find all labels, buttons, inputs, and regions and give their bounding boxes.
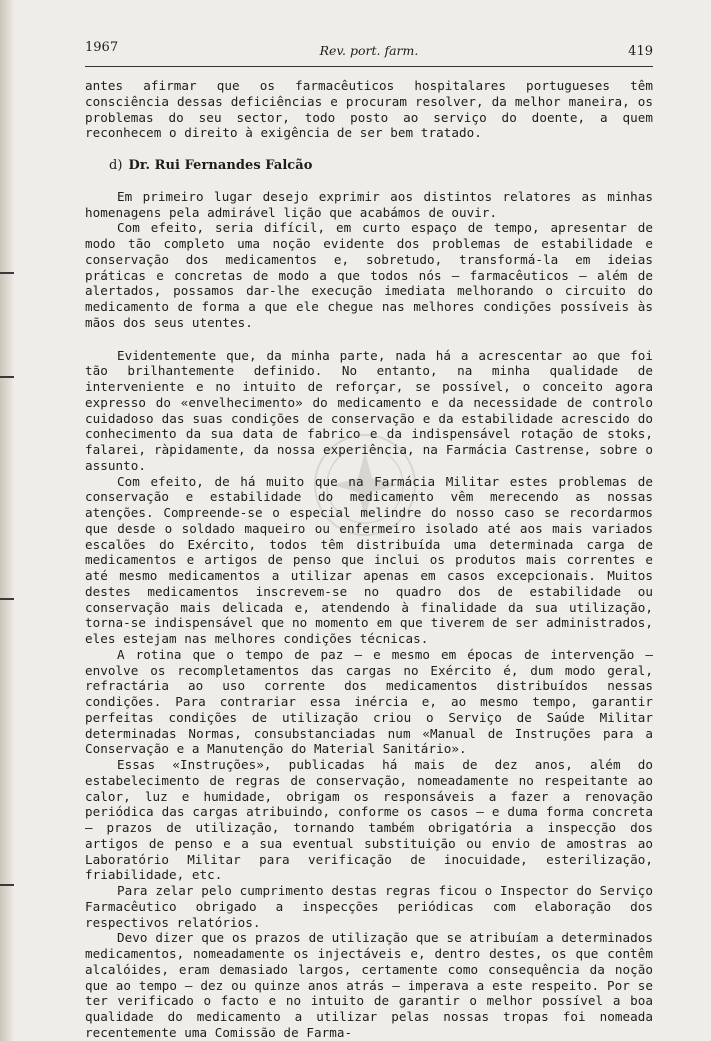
margin-mark xyxy=(0,884,14,886)
margin-mark xyxy=(0,376,14,378)
section-heading-text: Dr. Rui Fernandes Falcão xyxy=(128,158,313,173)
header-page-number: 419 xyxy=(628,44,653,59)
body-paragraph: Devo dizer que os prazos de utilização que se atribuíam a determinados medicamentos, nomeadamente os injectáveis e, dentro destes, os que contêm alcalóides, eram demasiado largos, certamente como consequência da noção que ao tempo — dez ou quinze anos atrás — imperava a este respeito. Por se ter verificado o facto e no intuito de garantir o melhor possível a boa qualidade do medicamento a utilizar pelas nossas tropas foi nomeada recentemente uma Comissão de Farma- xyxy=(85,930,653,1040)
body-paragraph: Para zelar pelo cumprimento destas regras ficou o Inspector do Serviço Farmacêutico obrigado a inspecções periódicas com elaboração dos respectivos relatórios. xyxy=(85,883,653,930)
body-paragraph: antes afirmar que os farmacêuticos hospitalares portugueses têm consciência dessas deficiências e procuram resolver, da melhor maneira, os problemas do seu sector, todo posto ao serviço do doente, a quem reconhecem o direito à exigência de ser bem tratado. xyxy=(85,78,653,141)
section-gap xyxy=(85,174,653,189)
margin-mark xyxy=(0,272,14,274)
body-paragraph: Em primeiro lugar desejo exprimir aos distintos relatores as minhas homenagens pela admirável lição que acabámos de ouvir. xyxy=(85,188,653,220)
paragraph-gap xyxy=(85,331,653,348)
section-gap xyxy=(85,141,653,158)
section-heading-prefix: d) xyxy=(109,158,123,173)
running-header xyxy=(85,36,653,67)
body-paragraph: Com efeito, de há muito que na Farmácia Militar estes problemas de conservação e estabilidade do medicamento vêm merecendo as nossas atenções. Compreende-se o especial melindre do nosso caso se recordarmos que desde o soldado maqueiro ou enfermeiro isolado até aos mais variados escalões do Exército, todos têm distribuída uma determinada carga de medicamentos e artigos de penso que inclui os produtos mais correntes e até mesmo medicamentos a utilizar apenas em casos excepcionais. Muitos destes medicamentos inscrevem-se no quadro dos de estabilidade ou conservação mais delicada e, atendendo à finalidade da sua utilização, torna-se indispensável que no momento em que tiverem de ser administrados, eles estejam nas melhores condições técnicas. xyxy=(85,473,653,646)
header-journal-title: Rev. port. farm. xyxy=(319,43,419,58)
section-heading xyxy=(85,158,653,174)
header-year: 1967 xyxy=(85,40,119,55)
body-paragraph: A rotina que o tempo de paz — e mesmo em épocas de intervenção — envolve os recompletamentos das cargas no Exército é, dum modo geral, refractária ao uso corrente dos medicamentos distribuídos nessas condições. Para contrariar essa inércia e, ao mesmo tempo, garantir perfeitas condições de utilização criou o Serviço de Saúde Militar determinadas Normas, consubstanciadas num «Manual de Instruções para a Conservação e a Manutenção do Material Sanitário». xyxy=(85,646,653,757)
article-body xyxy=(85,78,653,1041)
body-paragraph: Com efeito, seria difícil, em curto espaço de tempo, apresentar de modo tão completo uma noção evidente dos problemas de estabilidade e conservação dos medicamentos e, sobretudo, transformá-la em ideias práticas e concretas de modo a que todos nós — farmacêuticos — além de alertados, possamos dar-lhe execução imediata melhorando o circuito do medicamento de forma a que ele chegue nas melhores condições possíveis às mãos dos seus utentes. xyxy=(85,220,653,330)
body-paragraph: Essas «Instruções», publicadas há mais de dez anos, além do estabelecimento de regras de conservação, nomeadamente no respeitante ao calor, luz e humidade, obrigam os responsáveis a fazer a renovação periódica das cargas atribuindo, conforme os casos — e duma forma concreta — prazos de utilização, tornando também obrigatória a inspecção dos artigos de penso e a sua eventual substituição ou envio de amostras ao Laboratório Militar para verificação de inocuidade, esterilização, friabilidade, etc. xyxy=(85,757,653,883)
body-paragraph: Evidentemente que, da minha parte, nada há a acrescentar ao que foi tão brilhantemente definido. No entanto, na minha qualidade de interveniente e no intuito de reforçar, se possível, o conceito agora expresso do «envelhecimento» do medicamento e da necessidade de controlo cuidadoso das suas condições de conservação e da estabilidade acrescido do conhecimento da sua data de fabrico e da indispensável rotação de stoks, falarei, ràpidamente, da nossa experiência, na Farmácia Castrense, sobre o assunto. xyxy=(85,347,653,473)
margin-mark xyxy=(0,598,14,600)
